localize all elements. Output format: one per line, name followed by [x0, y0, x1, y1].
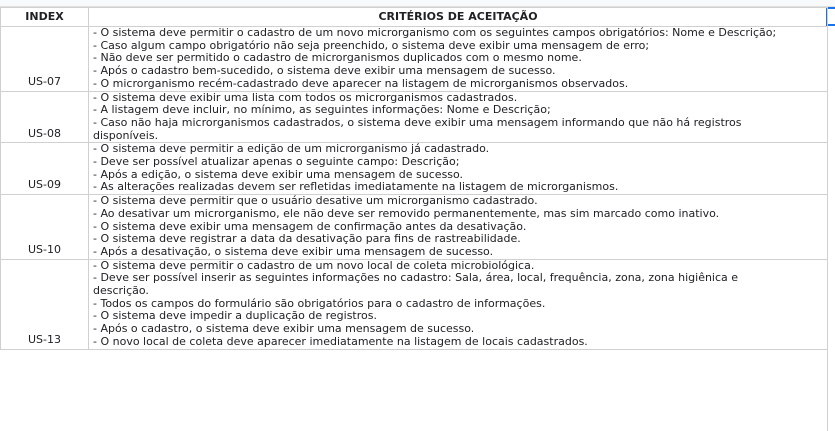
criteria-line: - Não deve ser permitido o cadastro de microrganismos duplicados com o mesmo nome. — [93, 51, 582, 65]
criteria-cell[interactable] — [89, 27, 828, 92]
table-row — [1, 143, 828, 195]
criteria-cell[interactable] — [89, 143, 828, 195]
criteria-line: - Caso não haja microrganismos cadastrados, o sistema deve exibir uma mensagem informando que não há registros — [93, 115, 742, 129]
toolbar-strip — [0, 0, 835, 7]
acceptance-criteria-table — [0, 7, 828, 350]
criteria-line: - O microrganismo recém-cadastrado deve aparecer na listagem de microrganismos observados. — [93, 76, 629, 90]
index-header-cell[interactable]: INDEX — [1, 8, 89, 27]
criteria-line: - A listagem deve incluir, no mínimo, as seguintes informações: Nome e Descrição; — [93, 103, 551, 117]
index-cell[interactable]: US-09 — [1, 143, 89, 195]
criteria-line: - Ao desativar um microrganismo, ele não deve ser removido permanentemente, mas sim marcado como inativo. — [93, 206, 720, 220]
criteria-line: - Após a desativação, o sistema deve exibir uma mensagem de sucesso. — [93, 244, 494, 258]
criteria-line: - O sistema deve exibir uma lista com todos os microrganismos cadastrados. — [93, 91, 518, 104]
criteria-line: descrição. — [93, 284, 149, 298]
table-row — [1, 195, 828, 260]
criteria-line: - Após o cadastro, o sistema deve exibir uma mensagem de sucesso. — [93, 322, 475, 336]
criteria-line: - O sistema deve permitir a edição de um microrganismo já cadastrado. — [93, 142, 490, 156]
header-row — [1, 8, 828, 27]
criteria-line: - As alterações realizadas devem ser refletidas imediatamente na listagem de microrganismos. — [93, 180, 619, 194]
criteria-line: - Após o cadastro bem-sucedido, o sistema deve exibir uma mensagem de sucesso. — [93, 64, 556, 78]
index-cell[interactable]: US-07 — [1, 27, 89, 92]
criteria-cell[interactable] — [89, 195, 828, 260]
criteria-line: - O sistema deve permitir o cadastro de um novo local de coleta microbiológica. — [93, 259, 535, 272]
criteria-line: - O novo local de coleta deve aparecer imediatamente na listagem de locais cadastrados. — [93, 334, 588, 348]
index-cell[interactable]: US-10 — [1, 195, 89, 260]
criteria-line: - Todos os campos do formulário são obrigatórios para o cadastro de informações. — [93, 296, 546, 310]
criteria-cell[interactable] — [89, 259, 828, 349]
next-column-cells[interactable] — [827, 7, 835, 431]
index-cell[interactable]: US-08 — [1, 91, 89, 143]
table-row — [1, 91, 828, 143]
criteria-line: - O sistema deve impedir a duplicação de registros. — [93, 309, 377, 323]
criteria-line: - Deve ser possível atualizar apenas o seguinte campo: Descrição; — [93, 155, 460, 169]
criteria-cell[interactable] — [89, 91, 828, 143]
criteria-line: - O sistema deve exibir uma mensagem de confirmação antes da desativação. — [93, 219, 527, 233]
criteria-line: - Caso algum campo obrigatório não seja preenchido, o sistema deve exibir uma mensagem de erro; — [93, 38, 650, 52]
index-cell[interactable]: US-13 — [1, 259, 89, 349]
criteria-line: - O sistema deve permitir que o usuário desative um microrganismo cadastrado. — [93, 194, 538, 208]
criteria-line: - Deve ser possível inserir as seguintes informações no cadastro: Sala, área, local, frequência, zona, zona higiênica e — [93, 271, 739, 285]
table-row — [1, 259, 828, 349]
criteria-line: disponíveis. — [93, 128, 159, 142]
criteria-header-cell[interactable]: CRITÉRIOS DE ACEITAÇÃO — [89, 8, 828, 27]
table-row — [1, 27, 828, 92]
criteria-line: - Após a edição, o sistema deve exibir uma mensagem de sucesso. — [93, 167, 464, 181]
criteria-line: - O sistema deve registrar a data da desativação para fins de rastreabilidade. — [93, 232, 521, 246]
criteria-line: - O sistema deve permitir o cadastro de um novo microrganismo com os seguintes campos obrigatórios: Nome e Descrição; — [93, 26, 777, 39]
